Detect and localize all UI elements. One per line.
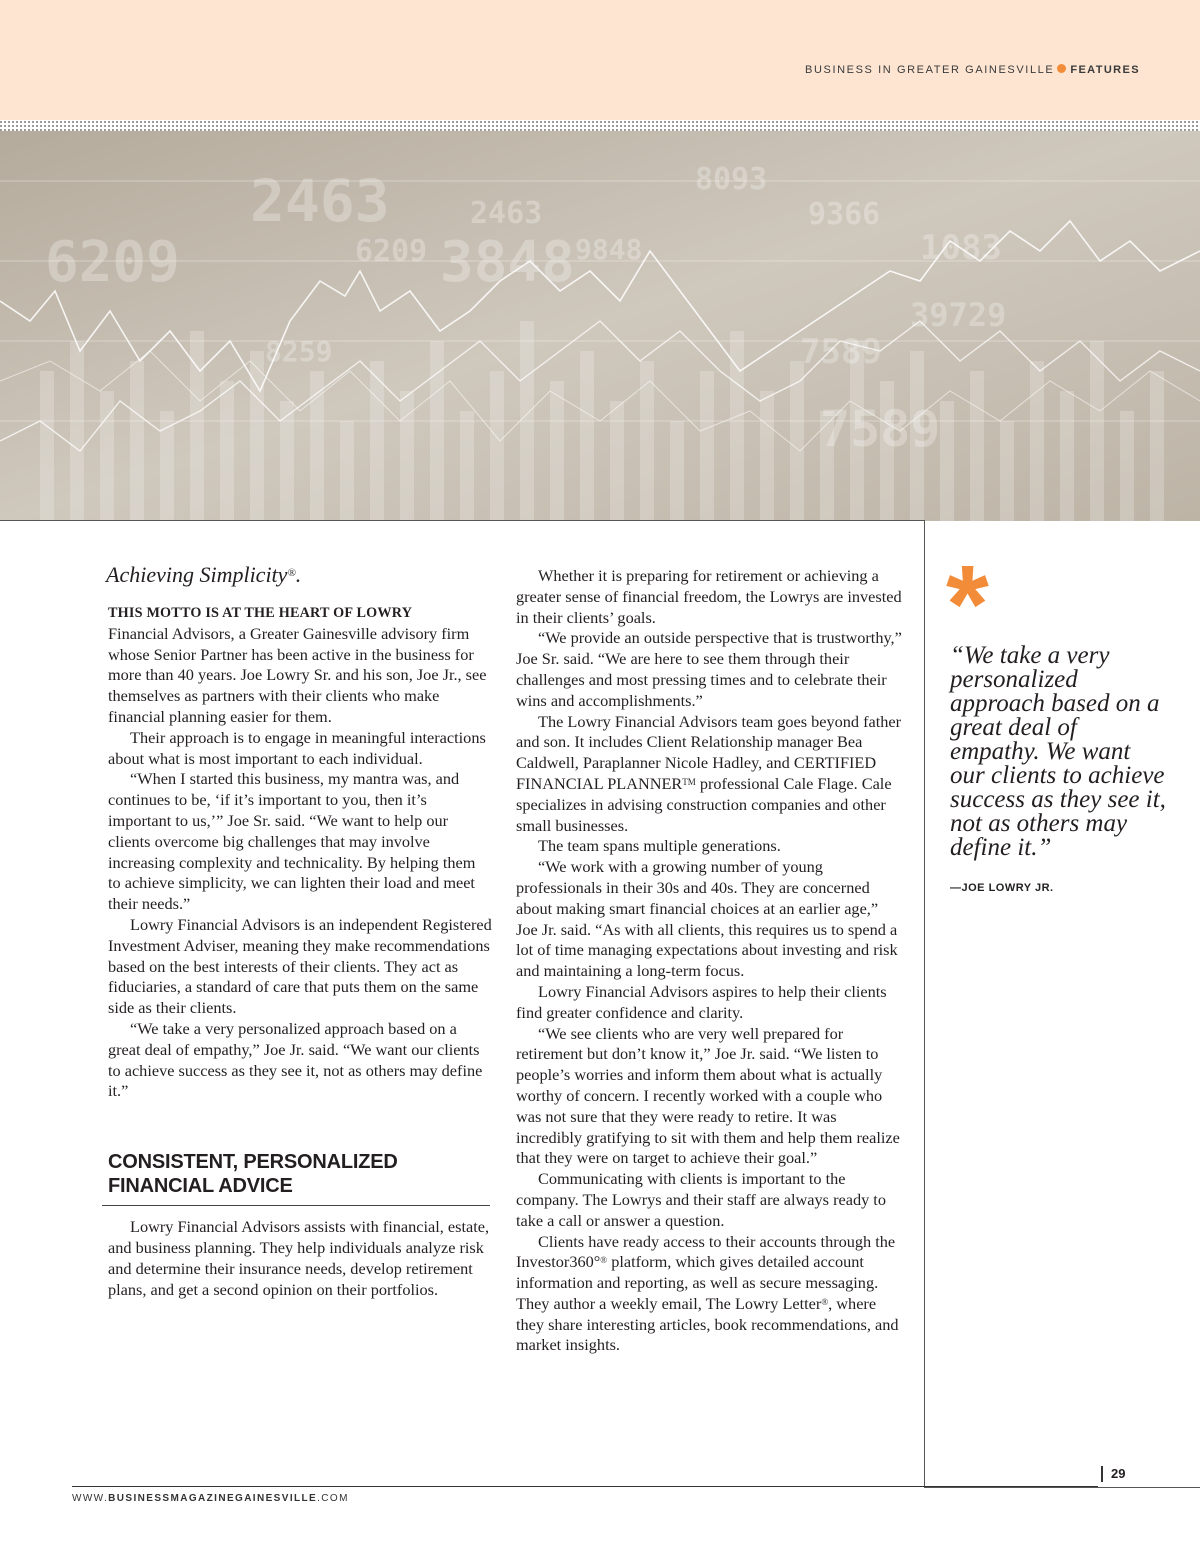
body-paragraph: Lowry Financial Advisors is an independent Registered Investment Adviser, meaning they make recommendations based on the best interests of their clients. They act as fiduciaries, a standard of care that puts them on the same side as their clients. xyxy=(108,914,492,1018)
hero-number: 7589 xyxy=(800,332,882,372)
hero-number: 8093 xyxy=(695,162,768,197)
pull-quote-sidebar xyxy=(946,543,1170,894)
registered-mark: ® xyxy=(287,567,296,579)
pull-quote-text: “We take a very personalized approach based on a great deal of empathy. We want our clients to achieve success as they see it, not as others may define it.” xyxy=(950,642,1166,861)
registered-mark: ® xyxy=(600,1255,608,1266)
platform-text-end: , where they share interesting articles, book recommendations, and market insights. xyxy=(516,1293,899,1355)
team-text: The Lowry Financial Advisors team goes beyond father and son. It includes Client Relationship manager Bea Caldwell, Paraplanner Nicole Hadley, and CERTIFIED FINANCIAL PLANNER xyxy=(516,711,902,793)
hero-image-stock-chart xyxy=(0,121,1200,521)
body-paragraph xyxy=(516,712,902,837)
header-band xyxy=(0,0,1200,120)
hero-number: 2463 xyxy=(250,167,390,235)
body-paragraph: Their approach is to engage in meaningful interactions about what is most important to each individual. xyxy=(108,727,486,768)
hero-number: 7589 xyxy=(820,400,941,458)
platform-text: Clients have ready access to their accounts through the Investor360° xyxy=(516,1231,896,1272)
page-number: 29 xyxy=(1111,1466,1126,1481)
hero-number: 39729 xyxy=(910,296,1007,334)
body-paragraph: The team spans multiple generations. xyxy=(538,836,781,856)
lead-caps: THIS MOTTO IS AT THE HEART OF LOWRY xyxy=(108,605,413,621)
hero-number: 9848 xyxy=(575,233,643,266)
stock-chart-illustration xyxy=(0,121,1200,521)
intro-motto-end: . xyxy=(295,562,302,587)
body-paragraph: Lowry Financial Advisors assists with financial, estate, and business planning. They help individuals analyze risk and determine their insurance needs, develop retirement plans, and get a second opinion on their portfolios. xyxy=(108,1217,490,1299)
lead-paragraph-text: Financial Advisors, a Greater Gainesville advisory firm whose Senior Partner has been active in the business for more than 40 years. Joe Lowry Sr. and his son, Joe Jr., see themselves as partners with their clients who make financial planning easier for them. xyxy=(108,623,487,726)
hero-number: 6209 xyxy=(355,234,428,269)
article-column-1 xyxy=(108,562,492,1300)
pull-quote-attribution: —JOE LOWRY JR. xyxy=(950,882,1054,894)
trademark-mark: TM xyxy=(682,776,696,787)
sidebar-left-rule xyxy=(924,520,925,1488)
body-paragraph: “We see clients who are very well prepared for retirement but don’t know it,” Joe Jr. said. “We listen to people’s worries and inform them about what is actually worthy of concern. I recently worked with a couple who was not sure that they were ready to retire. It was incredibly gratifying to sit with them and help them realize that they were on target to achieve their goal.” xyxy=(516,1023,900,1168)
body-paragraph: Whether it is preparing for retirement or achieving a greater sense of financial freedom, the Lowrys are invested in their clients’ goals. xyxy=(516,566,902,627)
hero-number: 9366 xyxy=(808,197,881,232)
body-paragraph: “We provide an outside perspective that is trustworthy,” Joe Sr. said. “We are here to see them through their challenges and most pressing times and to celebrate their wins and accomplishments.” xyxy=(516,628,902,710)
section-subhead: CONSISTENT, PERSONALIZED FINANCIAL ADVICE xyxy=(108,1151,398,1198)
hero-number: 3848 xyxy=(440,230,575,295)
sidebar-bottom-rule xyxy=(924,1487,1200,1488)
intro-motto xyxy=(106,562,492,588)
url-prefix: WWW. xyxy=(72,1493,109,1504)
body-paragraph: “We work with a growing number of young professionals in their 30s and 40s. They are concerned about making smart financial choices at an earlier age,” Joe Jr. said. “As with all clients, this requires us to spend a lot of time managing expectations about investing and risk and maintaining a long-term focus. xyxy=(516,857,898,981)
hero-bottom-rule xyxy=(0,520,925,521)
url-domain: BUSINESSMAGAZINEGAINESVILLE xyxy=(108,1493,318,1504)
hero-number: 2463 xyxy=(470,196,543,231)
running-header xyxy=(805,64,1140,76)
body-paragraph: “We take a very personalized approach based on a great deal of empathy,” Joe Jr. said. “We want our clients to achieve success as they see it, not as others may define it.” xyxy=(108,1018,483,1101)
section-name: BUSINESS IN GREATER GAINESVILLE xyxy=(805,64,1055,76)
body-paragraph xyxy=(516,1232,902,1357)
footer-rule xyxy=(72,1486,1098,1487)
asterisk-icon: * xyxy=(946,543,989,666)
bullet-dot-icon xyxy=(1057,64,1066,73)
url-suffix: .COM xyxy=(317,1493,349,1504)
hero-number: 1083 xyxy=(920,228,1002,268)
subhead-rule xyxy=(102,1205,490,1206)
body-paragraph: Communicating with clients is important to the company. The Lowrys and their staff are always ready to take a call or answer a question. xyxy=(516,1169,886,1230)
article-column-2 xyxy=(516,566,902,1356)
halftone-strip xyxy=(0,121,1200,131)
body-paragraph: Lowry Financial Advisors aspires to help their clients find greater confidence and clarity. xyxy=(516,981,887,1022)
team-text-end: professional Cale Flage. Cale specializes in advising construction companies and other small businesses. xyxy=(516,773,892,835)
body-paragraph: “When I started this business, my mantra was, and continues to be, ‘if it’s important to you, then it’s important to us,’” Joe Sr. said. “We want to help our clients overcome big challenges that may involve increasing complexity and technicality. By helping them to achieve simplicity, we can lighten their load and meet their needs.” xyxy=(108,769,476,914)
registered-mark: ® xyxy=(821,1296,829,1307)
hero-number: 6209 xyxy=(45,230,180,295)
section-category: FEATURES xyxy=(1070,64,1140,76)
hero-number: 8259 xyxy=(265,335,333,368)
footer-url[interactable] xyxy=(72,1493,349,1504)
page-number-tick xyxy=(1101,1466,1103,1482)
intro-motto-text: Achieving Simplicity xyxy=(106,562,288,587)
lead-paragraph xyxy=(108,602,492,728)
platform-text-mid: platform, which gives detailed account information and reporting, as well as secure messaging. They author a weekly email, The Lowry Letter xyxy=(516,1252,879,1313)
